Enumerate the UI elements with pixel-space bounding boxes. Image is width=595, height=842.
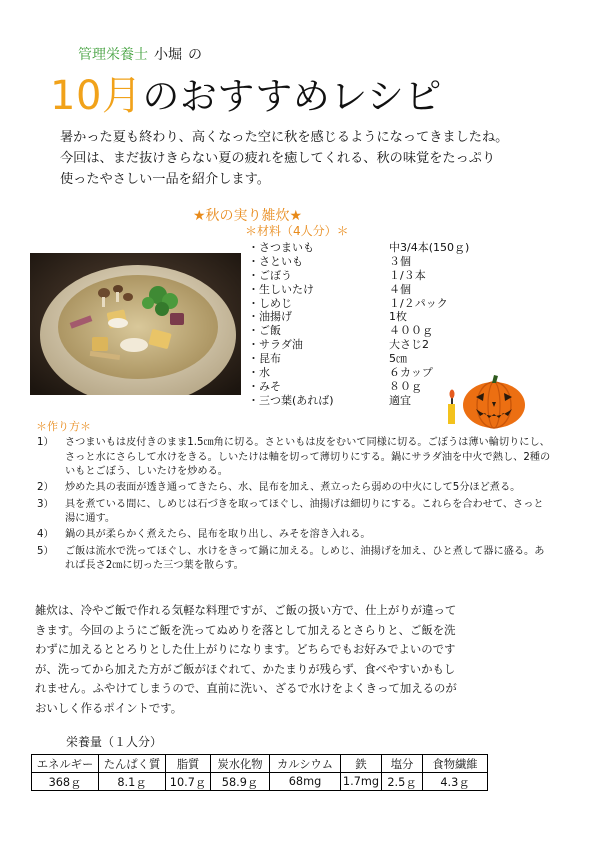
step-number: 3）: [37, 498, 54, 510]
step-text: さつまいもは皮付きのまま1.5㎝角に切る。さといもは皮をむいて同様に切る。ごぼうは薄い輪切りにし、さっと水にさらして水けをきる。しいたけは軸を切って薄切りにする。鍋にサラダ油を中火で熱し、2種のいもとごぼう、しいたけを炒める。: [65, 437, 551, 478]
author-line: [78, 44, 202, 64]
step-number: 2）: [37, 482, 54, 494]
step-item: [37, 528, 557, 543]
nutrition-header: 塩分: [382, 755, 423, 773]
tips-line: が、洗ってから加えた方がご飯がほぐれて、かたまりが残らず、食べやすいかもし: [35, 661, 456, 676]
step-number: 1）: [37, 437, 54, 448]
nutrition-header-row: [32, 755, 488, 773]
dish-photo: [30, 253, 241, 395]
step-item: [37, 436, 557, 480]
steps-list: [37, 436, 557, 575]
ingredient-name: ・みそ: [248, 379, 281, 393]
page-title: [50, 64, 442, 121]
step-text: ご飯は流水で洗ってほぐし、水けをきって鍋に加える。しめじ、油揚げを加え、ひと煮して器に盛る。あれば長さ2㎝に切った三つ葉を散らす。: [65, 545, 545, 572]
step-text: 炒めた具の表面が透き通ってきたら、水、昆布を加え、煮立ったら弱めの中火にして5分ほど煮る。: [65, 482, 521, 494]
ingredient-qty: 1枚: [389, 310, 407, 324]
step-number: 4）: [37, 529, 54, 541]
ingredient-name: ・さつまいも: [248, 241, 314, 254]
nutrition-value: 10.7ｇ: [166, 773, 211, 791]
ingredient-qty: ８０ｇ: [389, 379, 422, 393]
ingredient-qty: 大さじ2: [389, 338, 429, 352]
ingredient-qty: １/２パック: [389, 296, 448, 310]
jack-o-lantern-icon: [448, 370, 528, 430]
ingredient-row: [248, 255, 508, 269]
ingredient-row: [248, 241, 508, 255]
author-name: 小堀: [154, 47, 182, 63]
ingredient-name: ・さといも: [248, 254, 303, 268]
ingredient-qty: 適宜: [389, 393, 411, 407]
ingredient-name: ・三つ葉(あれば): [248, 393, 334, 407]
nutrition-header: 鉄: [341, 755, 382, 773]
intro-line: 今回は、まだ抜けきらない夏の疲れを癒してくれる、秋の味覚をたっぷり: [60, 151, 496, 166]
ingredient-row: [248, 338, 508, 352]
ingredient-row: [248, 283, 508, 297]
ingredient-name: ・しめじ: [248, 296, 292, 310]
nutrition-value: 2.5ｇ: [382, 773, 423, 791]
ingredient-qty: 5㎝: [389, 352, 407, 366]
step-item: [37, 481, 557, 496]
ingredient-row: [248, 310, 508, 324]
step-text: 具を煮ている間に、しめじは石づきを取ってほぐし、油揚げは細切りにする。これらを合わせて、さっと湯に通す。: [65, 498, 544, 525]
intro-line: 使ったやさしい一品を紹介します。: [60, 172, 270, 187]
nutrition-value: 4.3ｇ: [423, 773, 488, 791]
nutrition-heading: 栄養量（１人分）: [66, 735, 163, 749]
nutrition-value-row: [32, 773, 488, 791]
ingredient-name: ・油揚げ: [248, 310, 292, 324]
ingredient-name: ・水: [248, 366, 270, 380]
ingredient-row: [248, 352, 508, 366]
ingredient-qty: 中3/4本(150ｇ): [389, 241, 470, 254]
ingredient-qty: ４００ｇ: [389, 324, 433, 338]
ingredient-row: [248, 269, 508, 283]
steps-heading: ＊作り方＊: [36, 420, 91, 433]
tips-line: わずに加えるととろりとした仕上がりになります。どちらでもお好みでよいのです: [35, 642, 456, 657]
step-item: [37, 498, 557, 527]
nutrition-value: 8.1ｇ: [99, 773, 166, 791]
ingredient-name: ・ご飯: [248, 324, 281, 338]
materials-heading: ＊材料（4人分）＊: [245, 224, 349, 238]
tips-line: きます。今回のようにご飯を洗ってぬめりを落として加えるとさらりと、ご飯を洗: [35, 622, 456, 637]
step-item: [37, 545, 557, 574]
author-role: 管理栄養士: [78, 47, 148, 63]
nutrition-header: たんぱく質: [99, 755, 166, 773]
nutrition-header: 食物繊維: [423, 755, 488, 773]
ingredient-qty: ３個: [389, 254, 411, 268]
nutrition-header: エネルギー: [32, 755, 99, 773]
ingredient-qty: ４個: [389, 282, 411, 296]
nutrition-value: 1.7mg: [341, 773, 382, 791]
ingredient-qty: １/３本: [389, 268, 426, 282]
zosui-bowl-illustration: [30, 253, 241, 395]
step-number: 5）: [37, 545, 54, 557]
ingredient-qty: ６カップ: [389, 366, 433, 380]
tips-line: れません。ふやけてしまうので、直前に洗い、ざるで水けをよくきって加えるのが: [35, 681, 457, 696]
tips-line: おいしく作るポイントです。: [35, 700, 183, 715]
author-particle: の: [188, 47, 202, 63]
title-month: 10月: [50, 73, 143, 119]
ingredient-name: ・生しいたけ: [248, 282, 314, 296]
ingredient-name: ・ごぼう: [248, 268, 292, 282]
ingredient-name: ・昆布: [248, 352, 281, 366]
nutrition-header: カルシウム: [270, 755, 341, 773]
ingredient-name: ・サラダ油: [248, 338, 303, 352]
tips-line: 雑炊は、冷やご飯で作れる気軽な料理ですが、ご飯の扱い方で、仕上がりが違って: [35, 603, 457, 617]
step-text: 鍋の具が柔らかく煮えたら、昆布を取り出し、みそを溶き入れる。: [65, 529, 371, 541]
ingredient-row: [248, 297, 508, 311]
title-rest: のおすすめレシピ: [142, 75, 442, 118]
ingredient-row: [248, 324, 508, 338]
intro-text: [60, 127, 560, 190]
nutrition-value: 368ｇ: [32, 773, 99, 791]
dish-name: ★秋の実り雑炊★: [193, 208, 303, 224]
tips-paragraph: [35, 601, 565, 719]
nutrition-header: 脂質: [166, 755, 211, 773]
nutrition-table: [31, 754, 488, 791]
nutrition-value: 58.9ｇ: [211, 773, 270, 791]
nutrition-header: 炭水化物: [211, 755, 270, 773]
nutrition-value: 68mg: [270, 773, 341, 791]
intro-line: 暑かった夏も終わり、高くなった空に秋を感じるようになってきましたね。: [60, 130, 509, 145]
